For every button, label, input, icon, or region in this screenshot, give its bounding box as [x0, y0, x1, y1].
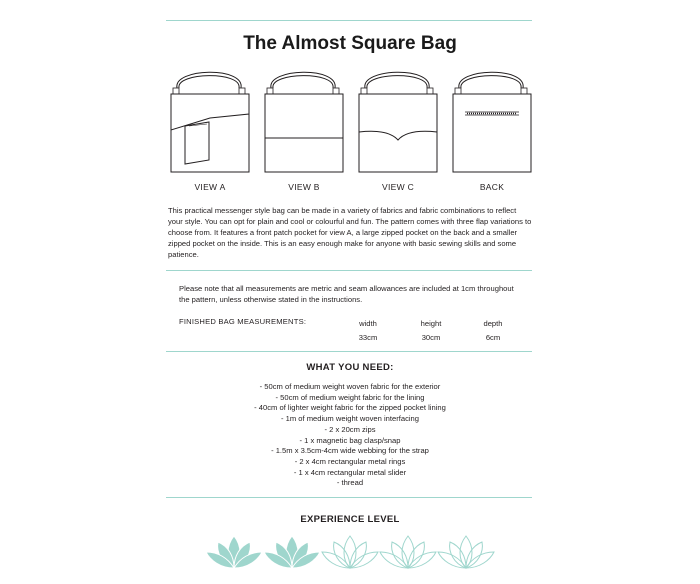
measurement-note: Please note that all measurements are metric and seam allowances are included at 1cm throughout the pattern, unless otherwise stated in the instructions.	[179, 284, 514, 304]
measurements-divider	[166, 351, 532, 352]
lotus-petal	[350, 552, 378, 568]
measurement-width-name: width	[359, 319, 377, 328]
finished-measurements-label: FINISHED BAG MEASUREMENTS:	[179, 317, 307, 326]
list-item: - 40cm of lighter weight fabric for the zipped pocket lining	[254, 403, 446, 413]
measurement-height-name: height	[420, 319, 442, 328]
intro-divider	[166, 270, 532, 271]
intro-paragraph: This practical messenger style bag can be made in a variety of fabrics and fabric combinations to reflect your style. You can opt for plain and cool or colourful and fun. The pattern comes with three flap variations to choose from. It features a front patch pocket for view A, a large zipped pocket on the back and a smaller zipped pocket on the inside. This is an easy enough make for anyone with basic sewing skills and some patience.	[168, 206, 532, 259]
list-item: - 2 x 4cm rectangular metal rings	[294, 456, 406, 466]
list-item: - 1 x magnetic bag clasp/snap	[299, 435, 401, 445]
measurement-width	[343, 317, 393, 345]
view-b-label: VIEW B	[288, 182, 320, 192]
lotus-filled-icon	[204, 532, 264, 572]
lotus-outline-icon	[378, 532, 438, 572]
view-c-label: VIEW C	[381, 182, 415, 192]
top-divider	[166, 20, 532, 21]
lotus-petal	[380, 552, 408, 568]
lotus-petal	[466, 552, 494, 568]
list-item: - 1m of medium weight woven interfacing	[280, 414, 419, 424]
measurement-depth	[468, 317, 518, 345]
measurement-width-value: 33cm	[358, 333, 378, 342]
bag-illustrations	[0, 68, 700, 178]
lotus-filled-icon	[262, 532, 322, 572]
lotus-petal	[322, 552, 350, 568]
view-a-label: VIEW A	[194, 182, 226, 192]
experience-level-title: EXPERIENCE LEVEL	[300, 514, 400, 525]
measurement-depth-name: depth	[483, 319, 503, 328]
list-item: - 1.5m x 3.5cm-4cm wide webbing for the strap	[271, 446, 429, 456]
lotus-petal	[438, 552, 466, 568]
list-item: - 1 x 4cm rectangular metal slider	[293, 467, 407, 477]
what-you-need-title: WHAT YOU NEED:	[306, 362, 394, 373]
list-item: - 2 x 20cm zips	[324, 424, 376, 434]
lotus-outline-icon	[436, 532, 496, 572]
page-title: The Almost Square Bag	[243, 33, 457, 54]
experience-level-rating	[0, 532, 700, 572]
back-view-label: BACK	[479, 182, 505, 192]
list-item: - thread	[336, 478, 364, 488]
lotus-petal	[408, 552, 436, 568]
list-item: - 50cm of medium weight woven fabric for the exterior	[259, 382, 441, 391]
measurement-height	[406, 317, 456, 345]
list-item: - 50cm of medium weight fabric for the lining	[275, 392, 425, 402]
materials-divider	[166, 497, 532, 498]
bag-view-a-icon	[165, 68, 255, 178]
measurement-height-value: 30cm	[421, 333, 441, 342]
materials-list	[0, 382, 700, 489]
bag-view-c-icon	[353, 68, 443, 178]
measurement-depth-value: 6cm	[485, 333, 501, 342]
lotus-outline-icon	[320, 532, 380, 572]
bag-view-b-icon	[259, 68, 349, 178]
bag-back-icon	[447, 68, 537, 178]
